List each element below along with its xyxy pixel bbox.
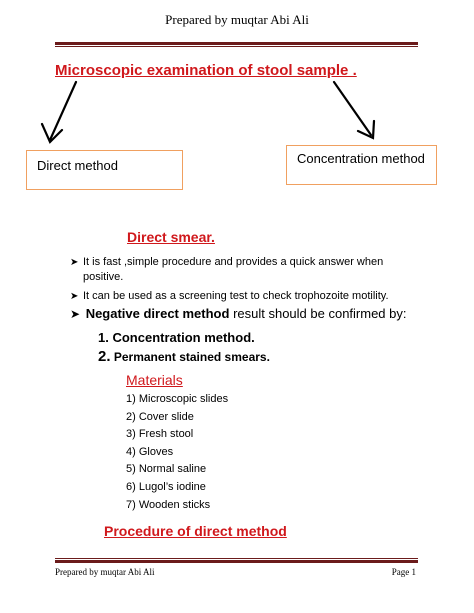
list-item: 4) Gloves <box>126 445 174 458</box>
document-title: Microscopic examination of stool sample . <box>55 62 357 79</box>
arrow-bullet-icon: ➤ <box>70 257 79 268</box>
concentration-method-box: Concentration method <box>286 145 437 185</box>
list-item <box>70 289 415 304</box>
materials-heading: Materials <box>126 372 183 388</box>
left-arrow <box>50 82 76 140</box>
item-text: Permanent stained smears. <box>113 350 270 364</box>
direct-method-box: Direct method <box>26 150 183 190</box>
bullet-text: It can be used as a screening test to check trophozoite motility. <box>83 290 389 302</box>
footer-rule <box>55 558 418 563</box>
negative-result-line <box>70 306 407 321</box>
procedure-heading: Procedure of direct method <box>104 523 287 539</box>
page-number: Page 1 <box>391 567 416 577</box>
materials-list <box>126 391 228 514</box>
right-arrow <box>334 82 371 135</box>
item-number: 2. <box>98 348 111 365</box>
page-header: Prepared by muqtar Abi Ali <box>165 12 309 27</box>
negative-bold-text: Negative direct method <box>85 306 230 321</box>
confirm-item-2 <box>98 348 270 365</box>
footer-author: Prepared by muqtar Abi Ali <box>55 567 155 577</box>
list-item: 7) Wooden sticks <box>126 498 211 511</box>
item-text: Concentration method. <box>112 330 255 345</box>
list-item: 1) Microscopic slides <box>126 393 229 405</box>
arrow-bullet-icon: ➤ <box>70 291 79 302</box>
list-item: 3) Fresh stool <box>126 428 194 441</box>
list-item: 6) Lugol’s iodine <box>126 480 206 493</box>
list-item: 5) Normal saline <box>126 463 207 476</box>
list-item <box>70 255 415 285</box>
direct-smear-heading: Direct smear. <box>127 229 215 245</box>
item-number: 1. <box>98 330 109 345</box>
smear-bullet-list <box>70 255 415 308</box>
arrow-bullet-icon: ➤ <box>70 307 81 321</box>
list-item: 2) Cover slide <box>126 410 194 423</box>
negative-rest-text: result should be confirmed by: <box>229 306 407 321</box>
confirm-item-1 <box>98 330 255 345</box>
bullet-text: It is fast ,simple procedure and provides a quick answer when positive. <box>83 256 384 283</box>
